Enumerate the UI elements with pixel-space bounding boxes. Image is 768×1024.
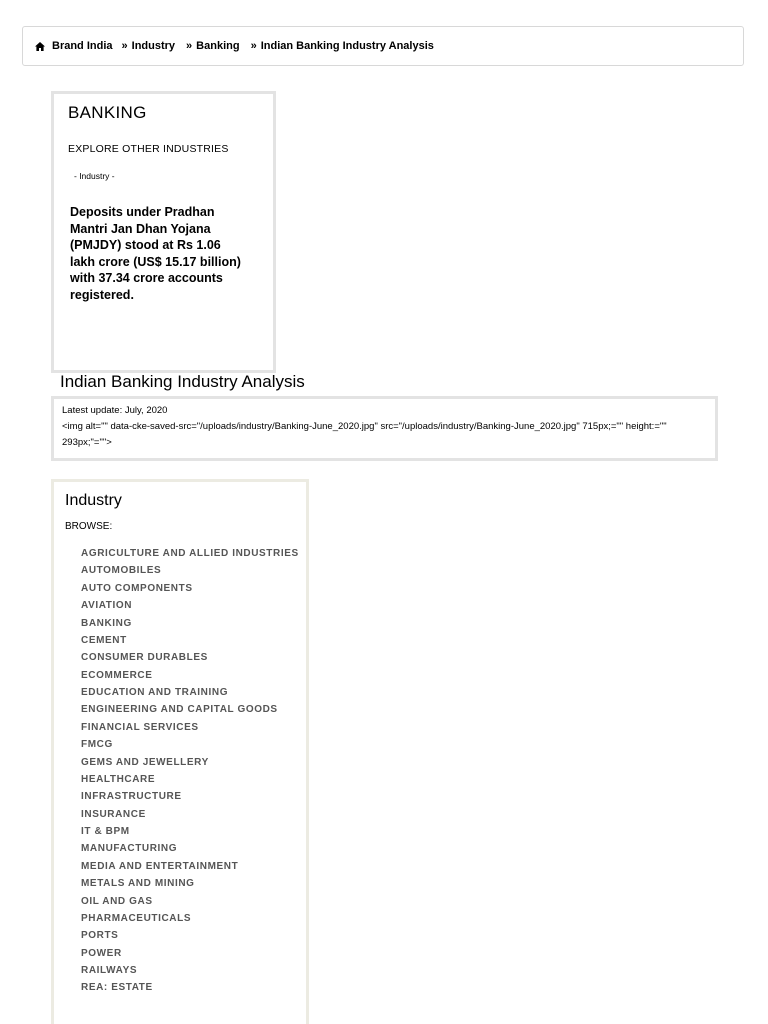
industry-link[interactable]: EDUCATION AND TRAINING (81, 687, 229, 698)
industry-link[interactable]: BANKING (81, 617, 132, 629)
industry-link[interactable]: AUTOMOBILES (81, 565, 162, 577)
industry-browse-card (51, 479, 309, 1024)
industry-link[interactable]: CONSUMER DURABLES (81, 652, 208, 664)
industry-list (81, 545, 299, 997)
industry-link[interactable]: POWER (81, 947, 122, 959)
sidebar-title: BANKING (68, 103, 147, 122)
breadcrumb-industry[interactable]: Industry (131, 40, 176, 52)
breadcrumb-brand-india[interactable]: Brand India (52, 40, 113, 52)
industry-link[interactable]: MANUFACTURING (81, 843, 178, 855)
banking-sidebar-card (51, 91, 276, 373)
latest-update-text: Latest update: July, 2020 (62, 405, 168, 416)
industry-link[interactable]: INSURANCE (81, 808, 146, 820)
industry-link[interactable]: PHARMACEUTICALS (81, 912, 192, 924)
industry-link[interactable]: AVIATION (81, 600, 133, 612)
breadcrumb-banking[interactable]: Banking (196, 40, 240, 52)
breadcrumb (22, 26, 744, 66)
industry-link[interactable]: FMCG (81, 739, 113, 751)
analysis-content-box (51, 396, 718, 461)
industry-link[interactable]: AGRICULTURE AND ALLIED INDUSTRIES (81, 548, 299, 559)
page-title: Indian Banking Industry Analysis (60, 372, 305, 391)
industry-link[interactable]: ECOMMERCE (81, 669, 153, 681)
industry-link[interactable]: OIL AND GAS (81, 895, 153, 907)
industry-select[interactable]: - Industry - (74, 171, 115, 181)
industry-link[interactable]: RAILWAYS (81, 965, 138, 976)
breadcrumb-separator: » (121, 40, 128, 52)
industry-link[interactable]: ENGINEERING AND CAPITAL GOODS (81, 704, 278, 716)
industry-link[interactable]: FINANCIAL SERVICES (81, 721, 199, 733)
home-icon[interactable] (35, 42, 45, 51)
breadcrumb-separator: » (250, 40, 257, 52)
breadcrumb-current-page: Indian Banking Industry Analysis (260, 40, 434, 52)
explore-industries-label: EXPLORE OTHER INDUSTRIES (68, 143, 229, 155)
raw-image-markup-text: <img alt="" data-cke-saved-src="/uploads/industry/Banking-June_2020.jpg" src="/uploads/industry/Banking-June_2020.jpg" 715px;="" height:="" 293px;"=""> (62, 421, 667, 448)
industry-link[interactable]: REA: ESTATE (81, 982, 153, 994)
industry-link[interactable]: MEDIA AND ENTERTAINMENT (81, 860, 239, 872)
breadcrumb-separator: » (186, 40, 193, 52)
industry-link[interactable]: HEALTHCARE (81, 773, 156, 785)
industry-link[interactable]: GEMS AND JEWELLERY (81, 756, 209, 768)
browse-label: BROWSE: (65, 521, 113, 532)
industry-link[interactable]: IT & BPM (81, 826, 130, 837)
industry-link[interactable]: AUTO COMPONENTS (81, 582, 193, 594)
industry-link[interactable]: INFRASTRUCTURE (81, 791, 182, 803)
industry-nav-title: Industry (65, 492, 122, 509)
industry-link[interactable]: METALS AND MINING (81, 878, 195, 890)
industry-link[interactable]: PORTS (81, 930, 119, 942)
banking-fact-text: Deposits under Pradhan Mantri Jan Dhan Yojana (PMJDY) stood at Rs 1.06 lakh crore (US$ 15.17 billion) with 37.34 crore accounts registered. (70, 205, 241, 302)
industry-link[interactable]: CEMENT (81, 634, 127, 646)
